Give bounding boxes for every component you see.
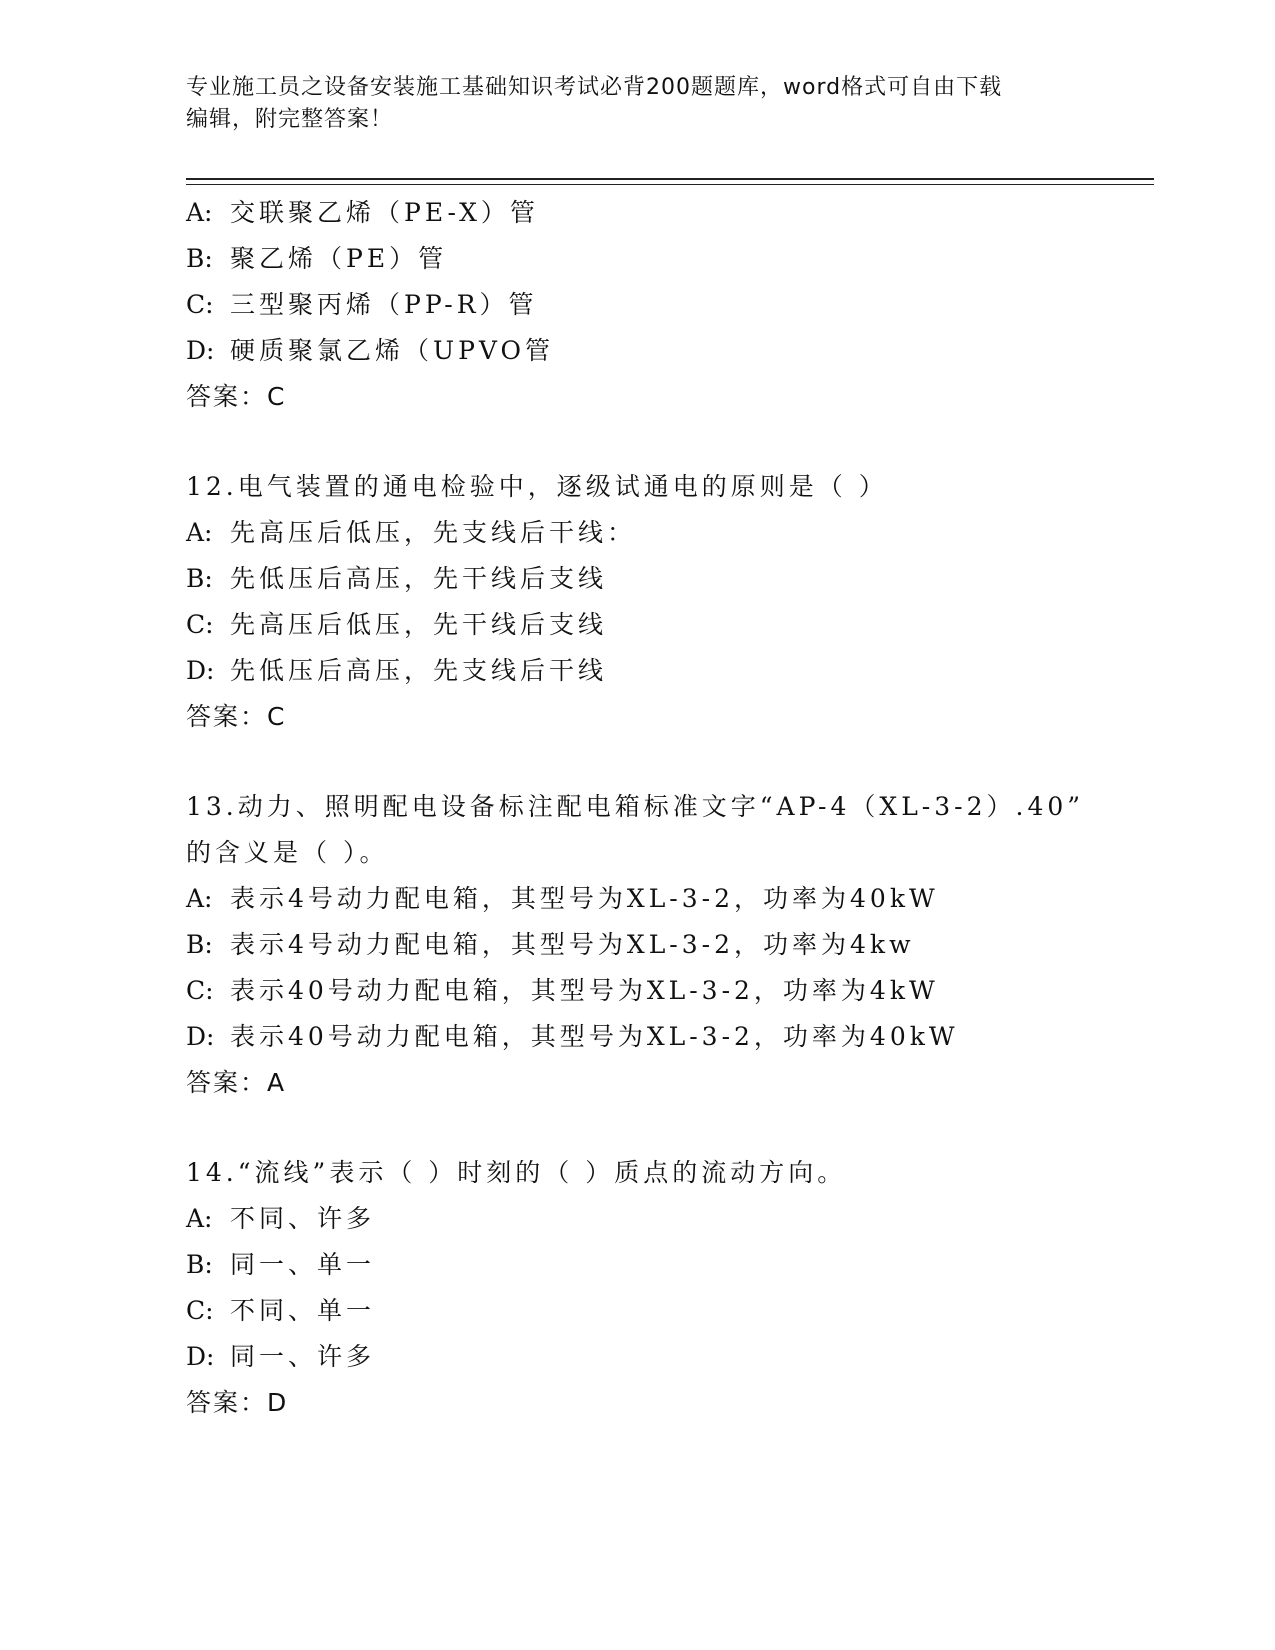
question-stem-line-1: 13.动力、照明配电设备标注配电箱标准文字“AP-4（XL-3-2）.40” (186, 792, 1085, 821)
option-d: D: 同一、许多 (186, 1342, 376, 1371)
answer-line: 答案：A (186, 1068, 287, 1097)
question-stem-line-2: 的含义是（ ）。 (186, 838, 389, 867)
question-stem: 12.电气装置的通电检验中，逐级试通电的原则是（ ） (186, 472, 888, 501)
answer-line: 答案：C (186, 702, 287, 731)
header-line-2: 编辑，附完整答案！ (186, 107, 394, 132)
option-b: B: 表示4号动力配电箱，其型号为XL-3-2，功率为4kw (186, 930, 915, 959)
option-d: D: 表示40号动力配电箱，其型号为XL-3-2，功率为40kW (186, 1022, 959, 1051)
answer-line: 答案：C (186, 382, 287, 411)
option-d: D: 硬质聚氯乙烯（UPVO管 (186, 336, 555, 365)
header-divider-thin (186, 184, 1154, 185)
option-b: B: 聚乙烯（PE）管 (186, 244, 448, 273)
option-a: A: 交联聚乙烯（PE-X）管 (186, 198, 539, 227)
option-a: A: 先高压后低压，先支线后干线： (186, 518, 637, 547)
question-12 (186, 464, 1154, 740)
header-line-1: 专业施工员之设备安装施工基础知识考试必背200题题库，word格式可自由下载 (186, 75, 1003, 100)
option-b: B: 同一、单一 (186, 1250, 376, 1279)
header-divider-thick (186, 178, 1154, 180)
answer-line: 答案：D (186, 1388, 289, 1417)
question-11-continued (186, 190, 1154, 420)
question-14 (186, 1150, 1154, 1426)
option-c: C: 表示40号动力配电箱，其型号为XL-3-2，功率为4kW (186, 976, 939, 1005)
option-c: C: 先高压后低压，先干线后支线 (186, 610, 608, 639)
option-a: A: 表示4号动力配电箱，其型号为XL-3-2，功率为40kW (186, 884, 939, 913)
page-header (186, 72, 1086, 136)
option-b: B: 先低压后高压，先干线后支线 (186, 564, 608, 593)
document-body (186, 190, 1154, 1470)
option-c: C: 不同、单一 (186, 1296, 376, 1325)
option-c: C: 三型聚丙烯（PP-R）管 (186, 290, 538, 319)
option-a: A: 不同、许多 (186, 1204, 376, 1233)
question-13 (186, 784, 1154, 1106)
question-stem: 14.“流线”表示（ ）时刻的（ ）质点的流动方向。 (186, 1158, 847, 1187)
option-d: D: 先低压后高压，先支线后干线 (186, 656, 608, 685)
